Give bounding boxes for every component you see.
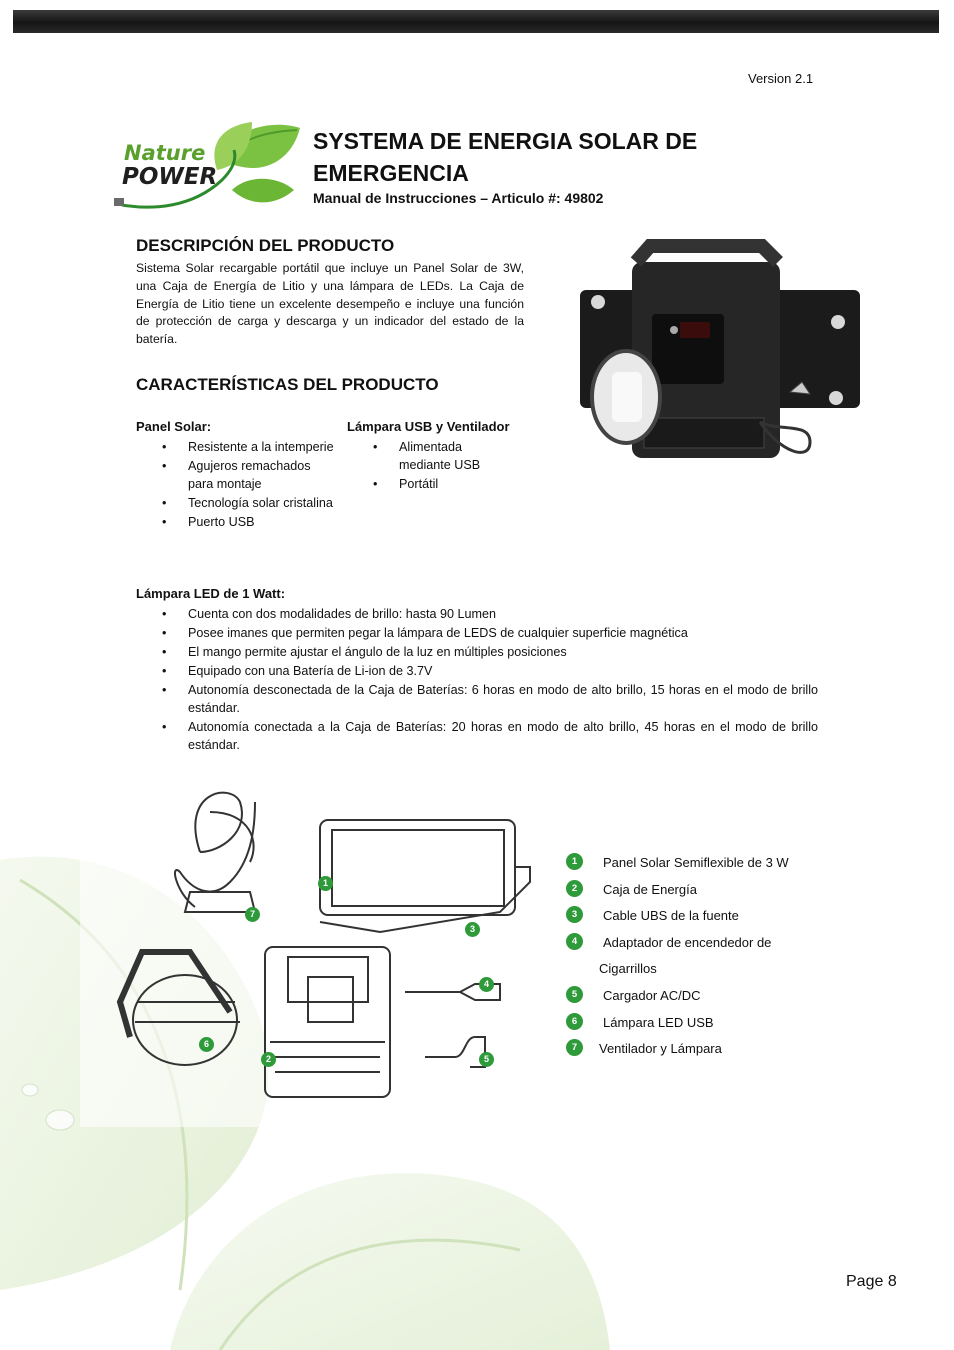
list-item: • Alimentada mediante USB	[347, 438, 517, 474]
diagram-marker-5: 5	[479, 1052, 494, 1067]
logo-text-power: POWER	[122, 164, 218, 190]
legend-item	[566, 1011, 826, 1038]
legend-number-badge: 7	[566, 1039, 583, 1056]
legend-label: Caja de Energía	[603, 881, 697, 897]
diagram-marker-2: 2	[261, 1052, 276, 1067]
legend-label: Lámpara LED USB	[603, 1014, 714, 1030]
list-item: • El mango permite ajustar el ángulo de la luz en múltiples posiciones	[136, 643, 818, 661]
diagram-marker-1: 1	[318, 876, 333, 891]
list-item: • Agujeros remachados para montaje	[136, 457, 336, 493]
panel-solar-heading: Panel Solar:	[136, 419, 212, 434]
logo-text-nature: Nature	[124, 141, 206, 165]
led-lamp-heading: Lámpara LED de 1 Watt:	[136, 586, 286, 601]
lamp-usb-list	[347, 438, 517, 494]
lamp-usb-heading: Lámpara USB y Ventilador	[347, 419, 510, 434]
description-text: Sistema Solar recargable portátil que incluye un Panel Solar de 3W, una Caja de Energía de Litio y una lámpara de LEDs. La Caja de Energía de Litio tiene un excelente desempeño e incluye una función de protección de carga y descarga y un indicador del estado de la batería.	[136, 261, 524, 347]
description-heading: DESCRIPCIÓN DEL PRODUCTO	[136, 236, 395, 255]
document-title: SYSTEMA DE ENERGIA SOLAR DE EMERGENCIA	[313, 128, 698, 186]
legend-number-badge: 1	[566, 853, 583, 870]
diagram-marker-3: 3	[465, 922, 480, 937]
list-item: • Equipado con una Batería de Li-ion de 3.7V	[136, 662, 818, 680]
list-item: • Posee imanes que permiten pegar la lámpara de LEDS de cualquier superficie magnética	[136, 624, 818, 642]
legend-number-badge: 6	[566, 1013, 583, 1030]
legend-item	[566, 1037, 826, 1064]
legend-label: Cargador AC/DC	[603, 987, 701, 1003]
document-subtitle: Manual de Instrucciones – Articulo #: 49802	[313, 190, 604, 206]
version-label: Version 2.1	[748, 71, 814, 86]
legend-number-badge: 5	[566, 986, 583, 1003]
list-item: • Portátil	[347, 475, 517, 493]
legend-label: Panel Solar Semiflexible de 3 W	[603, 855, 789, 870]
page-number: Page 8	[846, 1273, 897, 1290]
legend-item	[566, 984, 826, 1011]
legend-item	[566, 904, 826, 931]
led-lamp-list	[136, 605, 818, 755]
features-heading: CARACTERÍSTICAS DEL PRODUCTO	[136, 375, 439, 394]
diagram-marker-7: 7	[245, 907, 260, 922]
panel-solar-list	[136, 438, 336, 532]
legend-label: Cigarrillos	[599, 961, 657, 977]
legend-label: Cable UBS de la fuente	[603, 908, 739, 924]
components-diagram	[80, 772, 585, 1127]
diagram-marker-4: 4	[479, 977, 494, 992]
legend-item-continuation	[566, 957, 826, 984]
list-item: • Autonomía desconectada de la Caja de Baterías: 6 horas en modo de alto brillo, 15 horas en el modo de brillo estándar.	[136, 681, 818, 717]
diagram-marker-6: 6	[199, 1037, 214, 1052]
list-item: • Autonomía conectada a la Caja de Baterías: 20 horas en modo de alto brillo, 45 horas en el modo de brillo estándar.	[136, 718, 818, 754]
legend-item	[566, 851, 826, 878]
list-item: • Tecnología solar cristalina	[136, 494, 336, 512]
legend-label: Ventilador y Lámpara	[599, 1041, 722, 1057]
legend-number-badge: 2	[566, 880, 583, 897]
legend-item	[566, 931, 826, 958]
legend-number-badge: 4	[566, 933, 583, 950]
header-bar	[13, 10, 939, 33]
legend-item	[566, 878, 826, 905]
legend-label: Adaptador de encendedor de	[603, 934, 772, 950]
nature-power-logo	[112, 120, 302, 212]
product-photo	[540, 222, 874, 510]
list-item: • Cuenta con dos modalidades de brillo: hasta 90 Lumen	[136, 605, 818, 623]
list-item: • Resistente a la intemperie	[136, 438, 336, 456]
list-item: • Puerto USB	[136, 513, 336, 531]
legend-number-badge: 3	[566, 906, 583, 923]
components-legend	[566, 851, 826, 1064]
